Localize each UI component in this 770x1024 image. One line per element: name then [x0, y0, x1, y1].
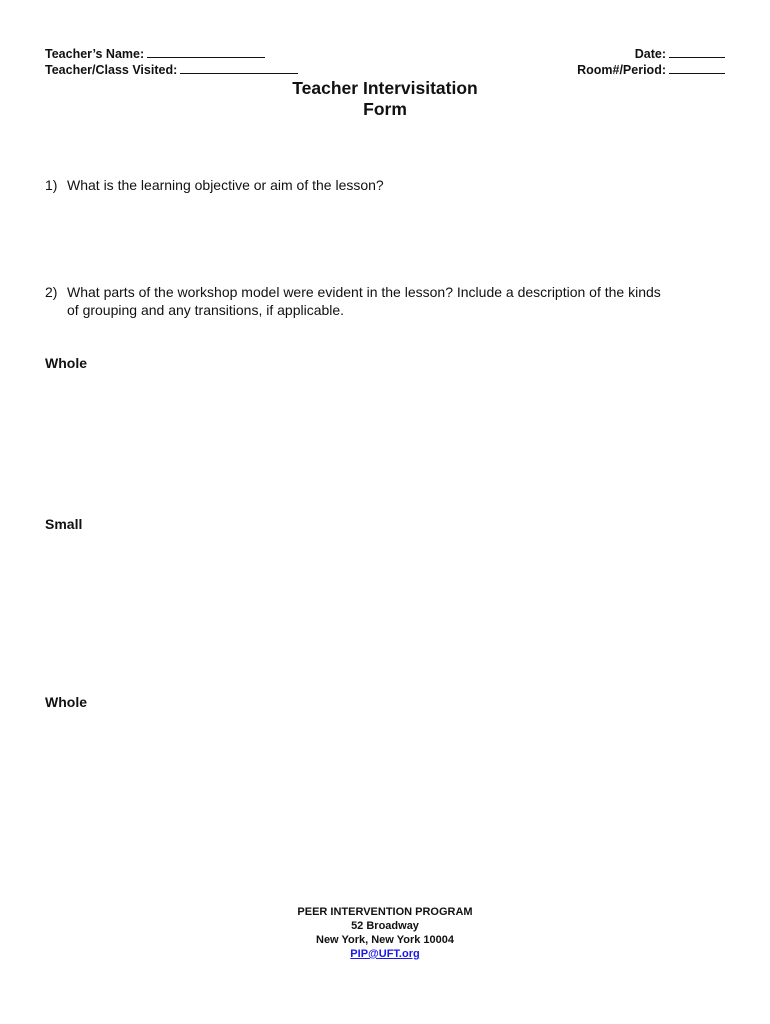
- teacher-class-visited-field: [45, 62, 298, 78]
- teacher-name-field: [45, 46, 265, 62]
- section-label-whole-2: Whole: [45, 694, 87, 710]
- room-period-blank: [669, 62, 725, 74]
- section-label-small: Small: [45, 516, 83, 532]
- teacher-class-visited-label: Teacher/Class Visited:: [45, 63, 178, 77]
- question-2-text-line-2: of grouping and any transitions, if applicable.: [67, 302, 345, 318]
- question-2-number: 2): [45, 284, 58, 300]
- question-1-text: What is the learning objective or aim of the lesson?: [67, 177, 384, 193]
- footer-email-line: [0, 948, 770, 962]
- question-2-text-line-1: What parts of the workshop model were evident in the lesson? Include a description of the kinds: [67, 284, 661, 300]
- question-2: [45, 283, 661, 319]
- footer-program-name: PEER INTERVENTION PROGRAM: [297, 906, 473, 918]
- date-field: [635, 46, 725, 62]
- footer-email-link[interactable]: PIP@UFT.org: [350, 948, 420, 960]
- date-label: Date:: [634, 47, 666, 61]
- date-blank: [669, 46, 725, 58]
- form-title-line-1: Teacher Intervisitation: [292, 78, 478, 98]
- footer-street: 52 Broadway: [351, 920, 419, 932]
- room-period-field: [577, 62, 725, 78]
- section-label-whole-1: Whole: [45, 355, 87, 371]
- teacher-name-blank: [147, 46, 265, 58]
- form-title-line-2: Form: [363, 99, 407, 119]
- room-period-label: Room#/Period:: [577, 63, 666, 77]
- footer-city: New York, New York 10004: [316, 934, 454, 946]
- teacher-class-visited-blank: [180, 62, 298, 74]
- question-1: [45, 176, 384, 194]
- teacher-name-label: Teacher’s Name:: [45, 47, 145, 61]
- question-1-number: 1): [45, 177, 58, 193]
